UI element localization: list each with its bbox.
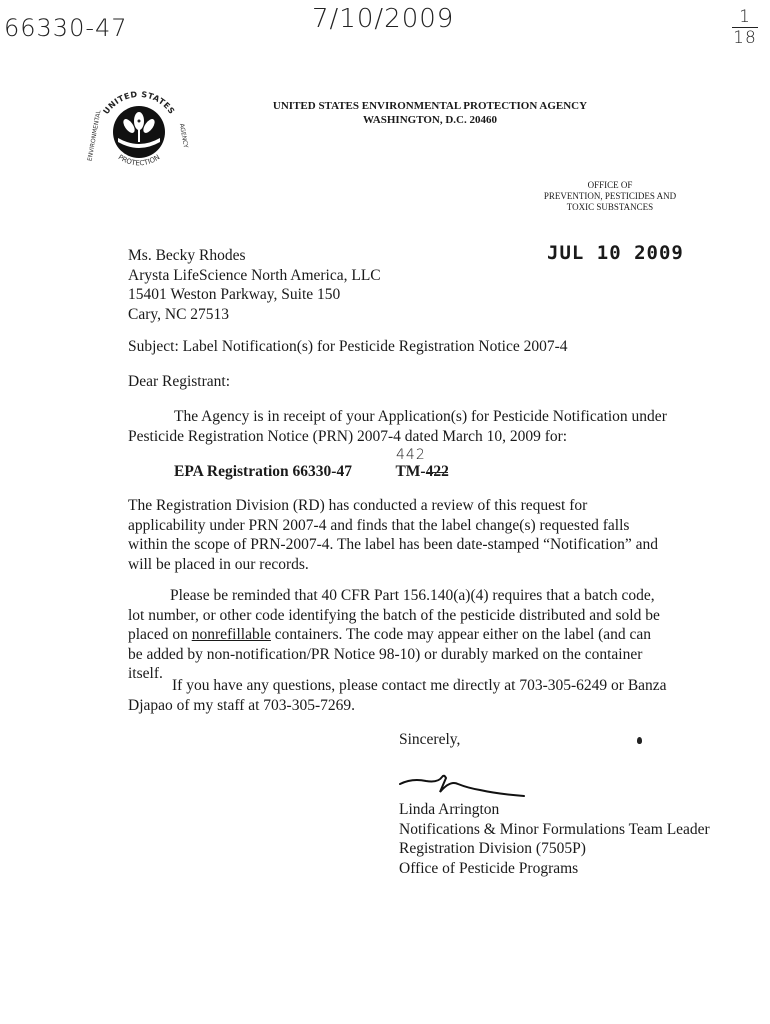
closing: Sincerely, <box>399 731 461 748</box>
page-count-numerator: 1 <box>739 7 751 27</box>
office-block <box>530 180 690 213</box>
office-line-1: OFFICE OF <box>587 180 633 190</box>
recipient-city: Cary, NC 27513 <box>128 305 230 323</box>
tm-prefix: TM- <box>395 463 426 480</box>
seal-text-right: AGENCY <box>177 122 190 149</box>
signature-block <box>399 800 710 878</box>
handwritten-page-count <box>728 8 762 47</box>
page-count-denominator: 18 <box>733 28 757 48</box>
paragraph-review: The Registration Division (RD) has conducted a review of this request for applicability under PRN 2007-4 and finds that the label change(s) requested falls within the scope of PRN-2007-4. The label has been date-stamped “Notification” and will be placed in our records. <box>128 497 659 573</box>
seal-text-left: ENVIRONMENTAL <box>86 109 103 162</box>
paragraph-batch-code-after: containers. The code may appear either on the label (and can be added by non-notification/PR Notice 98-10) or durably marked on the container itself. <box>128 626 652 682</box>
registration-line <box>174 462 449 482</box>
office-line-3: TOXIC SUBSTANCES <box>566 202 654 212</box>
salutation: Dear Registrant: <box>128 373 231 390</box>
signer-office: Office of Pesticide Programs <box>399 859 579 877</box>
subject-line: Subject: Label Notification(s) for Pesticide Registration Notice 2007-4 <box>128 338 568 355</box>
seal-text-top: UNITED STATES <box>101 89 177 116</box>
date-stamp: JUL 10 2009 <box>547 242 684 264</box>
tm-struck-number: 422 <box>425 463 449 480</box>
recipient-company: Arysta LifeScience North America, LLC <box>128 266 381 284</box>
office-line-2: PREVENTION, PESTICIDES AND <box>543 191 677 201</box>
nonrefillable-underlined: nonrefillable <box>191 626 271 643</box>
registration-number: EPA Registration 66330-47 <box>174 463 352 480</box>
recipient-street: 15401 Weston Parkway, Suite 150 <box>128 286 341 303</box>
paragraph-contact: If you have any questions, please contact me directly at 703-305-6249 or Banza Djapao of my staff at 703-305-7269. <box>128 677 667 714</box>
ink-mark <box>637 737 642 744</box>
handwritten-date: 7/10/2009 <box>312 4 455 34</box>
paragraph-receipt: The Agency is in receipt of your Application(s) for Pesticide Notification under Pesticide Registration Notice (PRN) 2007-4 dated March 10, 2009 for: <box>128 408 667 445</box>
letterhead-address: WASHINGTON, D.C. 20460 <box>363 114 497 126</box>
signer-title: Notifications & Minor Formulations Team Leader <box>399 820 710 838</box>
signer-name: Linda Arrington <box>399 801 500 818</box>
signature-scribble <box>398 772 528 802</box>
epa-seal-logo <box>84 76 194 186</box>
letterhead-agency: UNITED STATES ENVIRONMENTAL PROTECTION AGENCY <box>272 100 588 112</box>
recipient-address <box>128 246 381 324</box>
signer-division: Registration Division (7505P) <box>399 840 586 857</box>
paragraph-batch-code-before: Please be reminded that 40 CFR Part 156.140(a)(4) requires that a batch code, lot number, or other code identifying the batch of the pesticide distributed and sold be placed on <box>128 587 660 643</box>
handwritten-correction: 442 <box>396 447 426 463</box>
handwritten-file-number: 66330-47 <box>4 14 128 42</box>
paragraph-batch-code <box>128 586 668 684</box>
seal-text-bottom: PROTECTION <box>116 153 162 168</box>
recipient-name: Ms. Becky Rhodes <box>128 247 246 264</box>
